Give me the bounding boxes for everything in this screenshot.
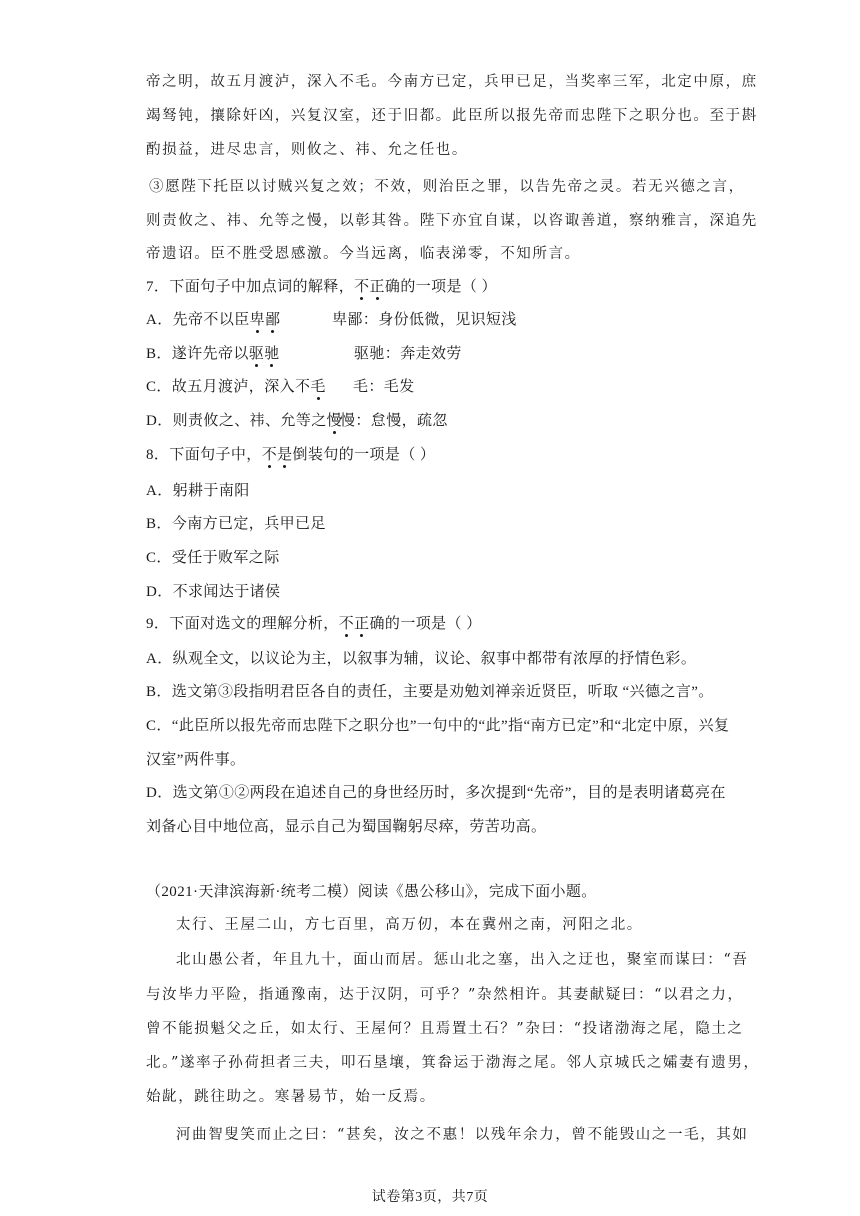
stem-text: 确的一项是（ ） [384, 279, 497, 295]
question-9-option: 刘备心目中地位高，显示自己为蜀国鞠躬尽瘁，劳苦功高。 [146, 819, 547, 835]
emphasis-char: 是 [277, 447, 293, 463]
option-example: B．遂许先帝以驱驰 [146, 346, 280, 362]
emphasis-char: 慢 [326, 413, 343, 429]
emphasis-char: 不 [338, 616, 355, 632]
question-7-option [146, 308, 517, 329]
question-9-option: D．选文第①②两段在追述自己的身世经历时，多次提到“先帝”，目的是表明诸葛亮在 [146, 785, 726, 801]
passage-line: 太行、王屋二山，方七百里，高万仞，本在冀州之南，河阳之北。 [176, 917, 643, 933]
emphasis-char: 正 [354, 616, 370, 632]
passage-line: 北。”遂率子孙荷担者三夫，叩石垦壤，箕畚运于渤海之尾。邻人京城氏之孀妻有遗男， [146, 1055, 760, 1071]
passage-line: 始龀，跳往助之。寒暑易节，始一反焉。 [146, 1089, 436, 1105]
option-gloss: 卑鄙：身份低微，见识短浅 [332, 312, 517, 328]
question-7-option [146, 375, 415, 396]
emphasis-char: 驰 [264, 346, 280, 362]
passage-line: 与汝毕力平险，指通豫南，达于汉阴，可乎？”杂然相许。其妻献疑曰：“以君之力， [146, 987, 744, 1003]
question-7-option [146, 342, 462, 363]
stem-text: 确的一项是（ ） [369, 616, 482, 632]
emphasis-char: 不 [261, 447, 278, 463]
stem-text: 7．下面句子中加点词的解释， [146, 279, 355, 295]
emphasis-char: 正 [369, 279, 385, 295]
option-gloss: 驱驰：奔走效劳 [354, 346, 462, 362]
emphasis-char: 不 [354, 279, 370, 295]
passage-line: 北山愚公者，年且九十，面山而居。惩山北之塞，出入之迂也，聚室而谋曰：“吾 [176, 952, 749, 968]
option-example: C．故五月渡泸，深入不毛 [146, 379, 326, 395]
passage-line: 帝之明，故五月渡泸，深入不毛。今南方已定，兵甲已足，当奖率三军，北定中原，庶 [146, 74, 758, 90]
section-intro: （2021·天津滨海新·统考二模）阅读《愚公移山》，完成下面小题。 [146, 884, 597, 900]
question-9-stem [146, 612, 481, 633]
question-8-option: A．躬耕于南阳 [146, 483, 250, 499]
option-gloss: 毛：毛发 [353, 379, 415, 395]
question-8-option: B．今南方已定，兵甲已足 [146, 516, 326, 532]
passage-line: 竭驽钝，攘除奸凶，兴复汉室，还于旧都。此臣所以报先帝而忠陛下之职分也。至于斟 [146, 108, 758, 124]
stem-text: 8．下面句子中， [146, 447, 262, 463]
passage-line: 曾不能损魁父之丘，如太行、王屋何？且焉置土石？”杂曰：“投诸渤海之尾，隐土之 [146, 1021, 744, 1037]
passage-line: 帝遗诏。臣不胜受恩感激。今当远离，临表涕零，不知所言。 [146, 246, 581, 262]
option-gloss: 慢：怠慢，疏忽 [340, 413, 448, 429]
question-9-option: C．“此臣所以报先帝而忠陛下之职分也”一句中的“此”指“南方已定”和“北定中原，兴复 [146, 718, 730, 734]
question-8-option: D．不求闻达于诸侯 [146, 584, 281, 600]
question-7-option [146, 409, 448, 430]
question-9-option: A．纵观全文，以议论为主，以叙事为辅，议论、叙事中都带有浓厚的抒情色彩。 [146, 651, 697, 667]
passage-line: 则责攸之、祎、允等之慢，以彰其咎。陛下亦宜自谋，以咨诹善道，察纳雅言，深追先 [146, 213, 758, 229]
stem-text: 9．下面对选文的理解分析， [146, 616, 339, 632]
emphasis-char: 卑 [249, 312, 266, 328]
question-9-option: B．选文第③段指明君臣各自的责任，主要是劝勉刘禅亲近贤臣，听取 “兴德之言”。 [146, 684, 714, 700]
question-8-option: C．受任于败军之际 [146, 550, 280, 566]
passage-line: 酌损益，进尽忠言，则攸之、祎、允之任也。 [146, 142, 468, 158]
page-footer: 试卷第3页，共7页 [371, 1190, 489, 1205]
stem-text: 倒装句的一项是（ ） [292, 447, 436, 463]
passage-line: ③愿陛下托臣以讨贼兴复之效；不效，则治臣之罪，以告先帝之灵。若无兴德之言， [149, 179, 745, 195]
question-8-stem [146, 443, 435, 464]
option-example: A．先帝不以臣卑鄙 [146, 312, 281, 328]
emphasis-char: 驱 [248, 346, 265, 362]
option-example: D．则责攸之、祎、允等之慢 [146, 413, 343, 429]
question-9-option: 汉室”两件事。 [146, 752, 246, 768]
emphasis-char: 毛 [310, 379, 326, 395]
passage-line: 河曲智叟笑而止之曰：“甚矣，汝之不惠！以残年余力，曾不能毁山之一毛，其如 [176, 1127, 749, 1143]
emphasis-char: 鄙 [265, 312, 281, 328]
question-7-stem [146, 275, 497, 296]
